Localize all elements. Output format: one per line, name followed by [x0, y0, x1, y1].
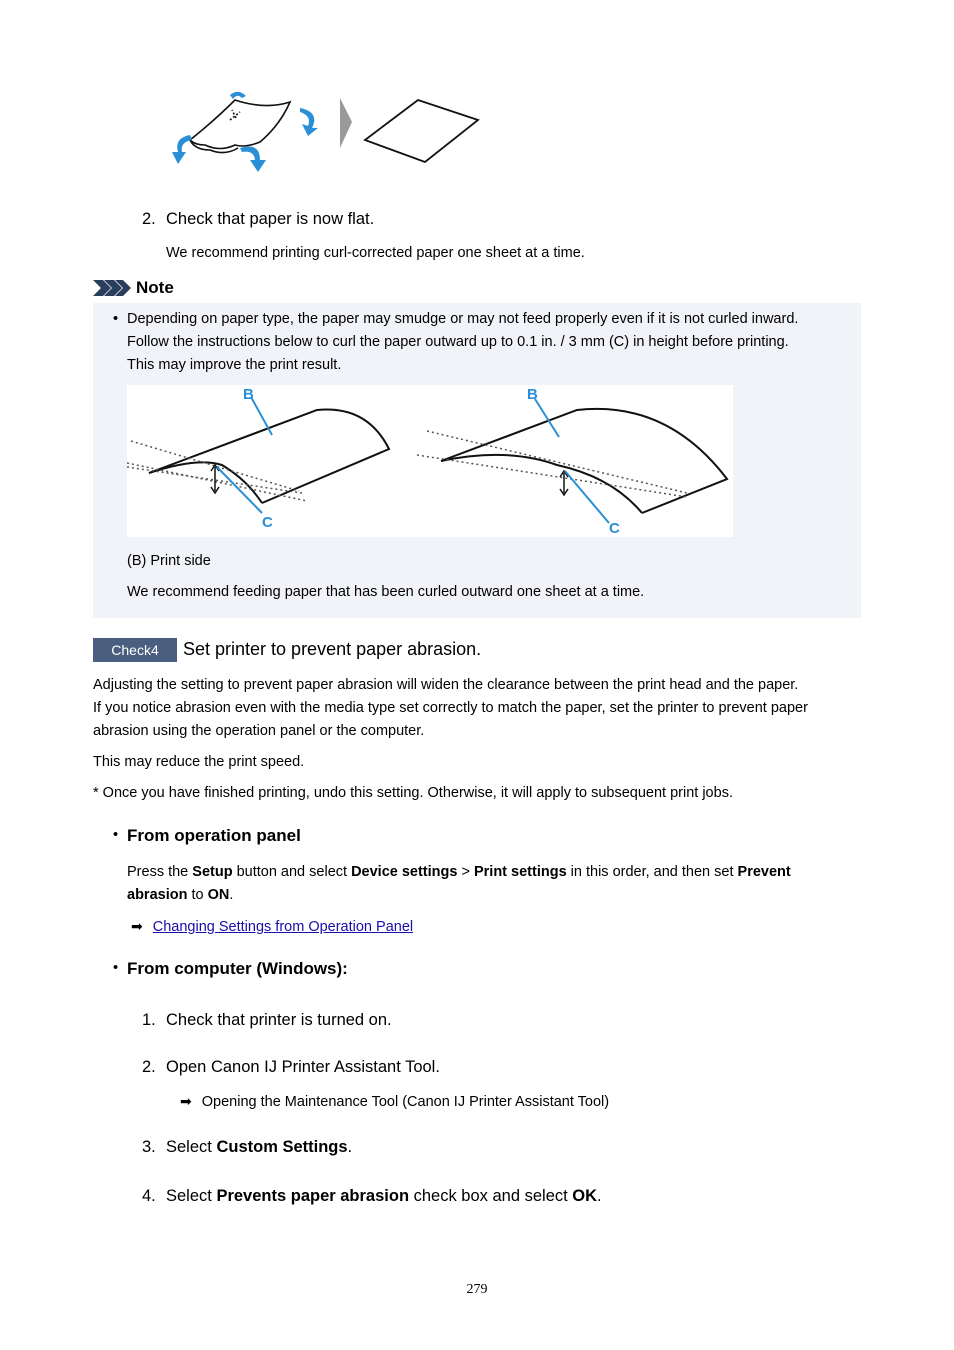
on-term: ON	[207, 887, 230, 903]
step-text: Check that printer is turned on.	[166, 1011, 392, 1029]
operation-panel-section	[113, 826, 853, 848]
computer-step-3	[142, 1138, 742, 1160]
prevent-term: Prevent	[737, 864, 791, 880]
step-text: Open Canon IJ Printer Assistant Tool.	[166, 1058, 440, 1076]
text: .	[597, 1187, 602, 1205]
note-line-2: Follow the instructions below to curl the paper outward up to 0.1 in. / 3 mm (C) in height before printing.	[127, 334, 789, 350]
setup-term: Setup	[192, 864, 233, 880]
step-text	[166, 1138, 352, 1157]
note-label: Note	[136, 278, 174, 297]
speed-note: This may reduce the print speed.	[93, 754, 305, 770]
operation-panel-line-1	[127, 861, 791, 884]
operation-panel-line-2	[127, 884, 233, 907]
check4-badge: Check4	[93, 638, 177, 662]
bullet: •	[113, 827, 119, 843]
computer-section	[113, 959, 853, 981]
computer-step-1	[142, 1011, 742, 1033]
maintenance-tool-link-row	[180, 1090, 609, 1114]
note-recommend: We recommend feeding paper that has been curled outward one sheet at a time.	[127, 584, 645, 600]
check4-para-line-2: If you notice abrasion even with the media type set correctly to match the paper, set the printer to prevent paper	[93, 700, 808, 716]
flatten-paper-illustration	[160, 90, 490, 180]
text: .	[229, 887, 234, 903]
undo-note: * Once you have finished printing, undo this setting. Otherwise, it will apply to subsequent print jobs.	[93, 785, 733, 801]
figure-label-b-left: B	[243, 386, 254, 403]
text: button and select	[232, 864, 352, 880]
note-chevrons-icon	[93, 280, 133, 296]
figure-label-c-left: C	[262, 514, 273, 531]
step-number: 2.	[142, 210, 156, 228]
curl-outward-figure	[127, 385, 733, 537]
step-2-note: We recommend printing curl-corrected paper one sheet at a time.	[166, 245, 585, 261]
note-line-3: This may improve the print result.	[127, 357, 342, 373]
note-header	[93, 278, 293, 298]
text: Select	[166, 1187, 217, 1205]
note-line-1: Depending on paper type, the paper may smudge or may not feed properly even if it is not curled inward.	[127, 311, 799, 327]
note-box	[93, 303, 861, 618]
prevents-paper-abrasion-term: Prevents paper abrasion	[216, 1187, 410, 1205]
text: >	[457, 864, 474, 880]
figure-caption: (B) Print side	[127, 553, 211, 569]
ok-term: OK	[572, 1187, 598, 1205]
device-settings-term: Device settings	[351, 864, 458, 880]
step-number: 1.	[142, 1011, 156, 1029]
text: Select	[166, 1138, 217, 1156]
computer-step-4	[142, 1187, 842, 1209]
note-bullet: •	[113, 311, 119, 327]
operation-panel-heading: From operation panel	[127, 826, 301, 845]
step-number: 2.	[142, 1058, 156, 1076]
text: .	[347, 1138, 353, 1156]
maintenance-tool-link[interactable]: Opening the Maintenance Tool (Canon IJ Printer Assistant Tool)	[201, 1094, 610, 1110]
changing-settings-link[interactable]: Changing Settings from Operation Panel	[152, 919, 414, 935]
check4-title: Set printer to prevent paper abrasion.	[183, 639, 482, 659]
print-settings-term: Print settings	[473, 864, 567, 880]
figure-label-c-right: C	[609, 520, 620, 537]
custom-settings-term: Custom Settings	[216, 1138, 348, 1156]
arrow-right-icon: ➡	[180, 1093, 192, 1109]
step-2	[142, 210, 742, 232]
text: check box and select	[409, 1187, 573, 1205]
computer-step-2	[142, 1058, 742, 1080]
check4-para-line-1: Adjusting the setting to prevent paper abrasion will widen the clearance between the print head and the paper.	[93, 677, 799, 693]
check4-para-line-3: abrasion using the operation panel or the computer.	[93, 723, 425, 739]
operation-panel-link-row	[131, 915, 413, 939]
arrow-right-icon: ➡	[131, 918, 143, 934]
step-text: Check that paper is now flat.	[166, 210, 375, 228]
computer-heading: From computer (Windows):	[127, 959, 348, 978]
step-number: 4.	[142, 1187, 156, 1205]
step-number: 3.	[142, 1138, 156, 1156]
abrasion-term: abrasion	[127, 887, 188, 903]
text: to	[187, 887, 208, 903]
text: in this order, and then set	[566, 864, 738, 880]
page-number: 279	[466, 1282, 488, 1297]
text: Press the	[127, 864, 193, 880]
step-text	[166, 1187, 602, 1206]
figure-label-b-right: B	[527, 386, 538, 403]
bullet: •	[113, 960, 119, 976]
